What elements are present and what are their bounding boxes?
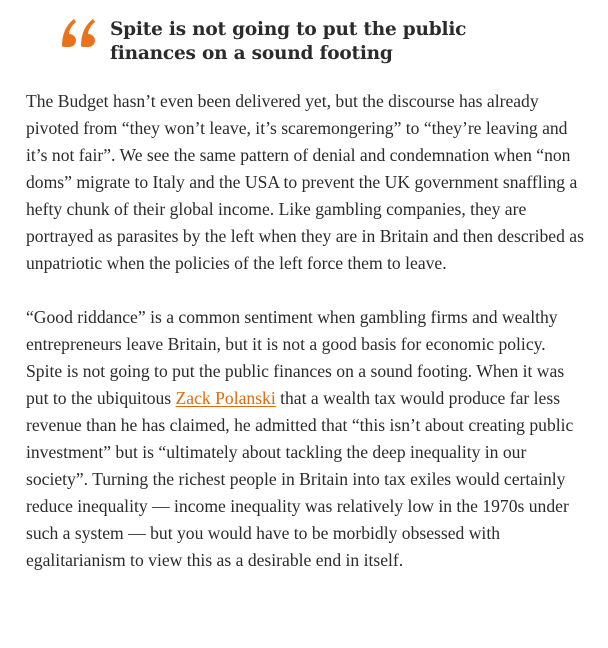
article-paragraph-2 [26,304,586,574]
article-paragraph-1: The Budget hasn’t even been delivered yet, but the discourse has already pivoted from “they won’t leave, it’s scaremongering” to “they’re leaving and it’s not fair”. We see the same pattern of denial and condemnation when “non doms” migrate to Italy and the USA to prevent the UK government snaffling a hefty chunk of their global income. Like gambling companies, they are portrayed as parasites by the left when they are in Britain and then described as unpatriotic when the policies of the left force them to leave. [26,91,584,273]
zack-polanski-link[interactable]: Zack Polanski [175,388,276,408]
article-body [26,88,586,601]
paragraph-text: “Good riddance” is a common sentiment when gambling firms and wealthy entrepreneurs leave Britain, but it is not a good basis for economic policy. Spite is not going to put the public finances on a sound footing. When it was put to the ubiquitous [26,307,565,408]
paragraph-text: that a wealth tax would produce far less revenue than he has claimed, he admitted that “this isn’t about creating public investment” but is “ultimately about tackling the deep inequality in our society”. Turning the richest people in Britain into tax exiles would certainly reduce inequality — income inequality was relatively low in the 1970s under such a system — but you would have to be morbidly obsessed with egalitarianism to view this as a desirable end in itself. [26,388,574,570]
pull-quote-text: Spite is not going to put the public finances on a sound footing [110,19,467,64]
quote-mark-icon [58,14,98,54]
